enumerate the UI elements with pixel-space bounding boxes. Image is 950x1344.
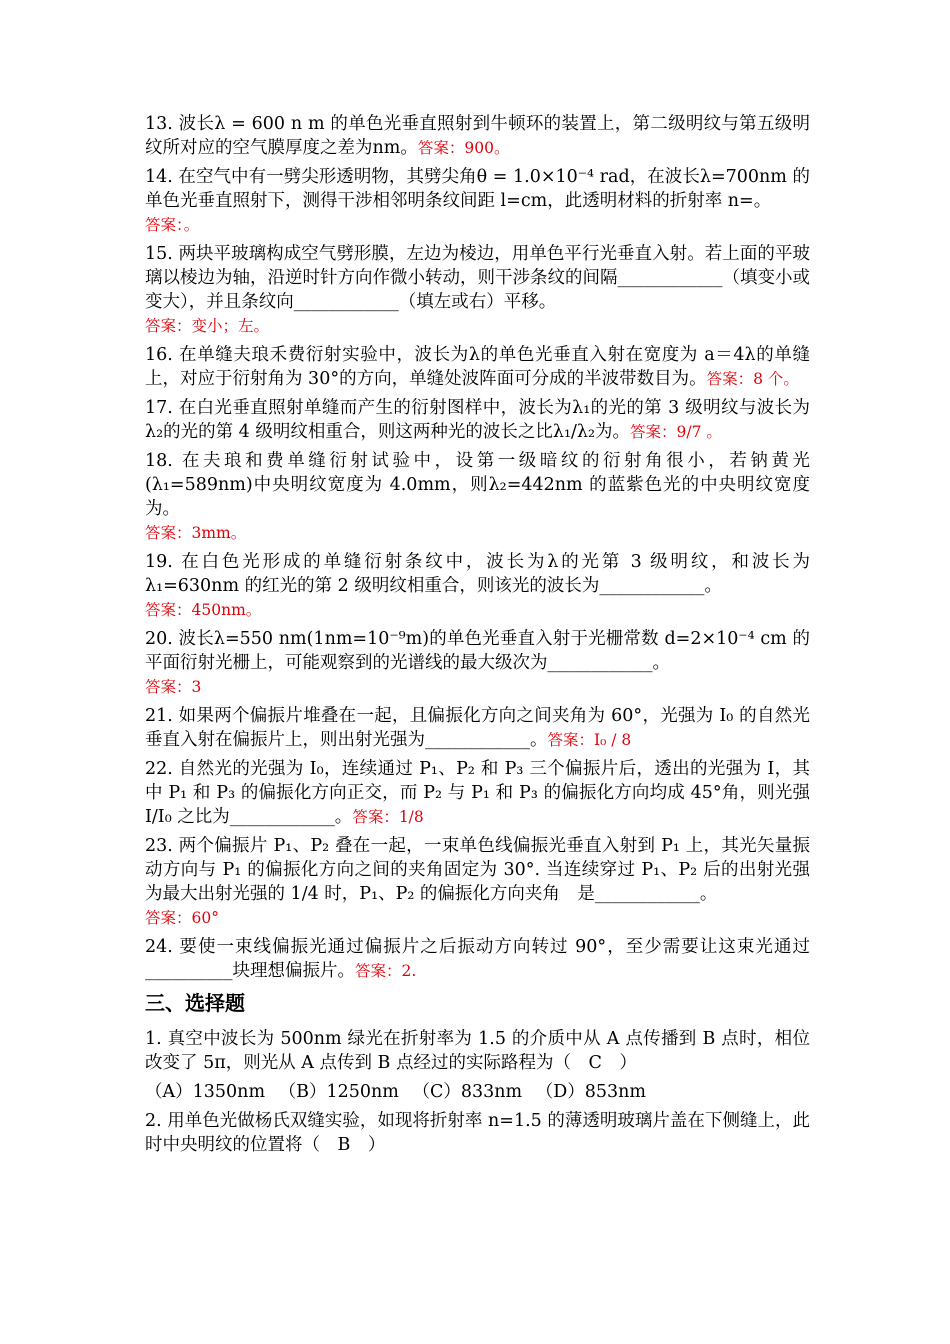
answer-14: 答案：。 <box>145 216 200 234</box>
section-title: 三、选择题 <box>145 991 245 1015</box>
option-b: （B）1250nm <box>278 1082 399 1102</box>
question-24: 24. 要使一束线偏振光通过偏振片之后振动方向转过 90°，至少需要让这束光通过__________块理想偏振片。答案：2. <box>145 937 810 981</box>
question-15: 15. 两块平玻璃构成空气劈形膜，左边为棱边，用单色平行光垂直入射。若上面的平玻璃以棱边为轴，沿逆时针方向作微小转动，则干涉条纹的间隔____________（填变小或变大），并且条纹向____________（填左或右）平移。 答案：变小；左。 <box>145 244 810 335</box>
answer-17: 答案：9/7 。 <box>629 423 722 441</box>
answer-19: 答案：450nm。 <box>145 601 262 619</box>
question-16: 16. 在单缝夫琅禾费衍射实验中，波长为λ的单色光垂直入射在宽度为 a＝4λ的单缝上，对应于衍射角为 30°的方向，单缝处波阵面可分成的半波带数目为。答案：8 个。 <box>145 345 810 389</box>
choice-question-1: 1. 真空中波长为 500nm 绿光在折射率为 1.5 的介质中从 A 点传播到 B 点时，相位改变了 5π，则光从 A 点传到 B 点经过的实际路程为（ C ） <box>145 1029 810 1073</box>
question-20: 20. 波长λ=550 nm(1nm=10⁻⁹m)的单色光垂直入射于光栅常数 d=2×10⁻⁴ cm 的平面衍射光栅上，可能观察到的光谱线的最大级次为____________。 答案：3 <box>145 629 810 696</box>
choice-options-1 <box>145 1080 810 1104</box>
option-d: （D）853nm <box>535 1082 647 1102</box>
question-22: 22. 自然光的光强为 I₀，连续通过 P₁、P₂ 和 P₃ 三个偏振片后，透出的光强为 I，其中 P₁ 和 P₃ 的偏振化方向正交，而 P₂ 与 P₁ 和 P₃ 的偏振化方向均成 45°角，则光强 I/I₀ 之比为____________。答案：1/8 <box>145 759 810 827</box>
question-17: 17. 在白光垂直照射单缝而产生的衍射图样中，波长为λ₁的光的第 3 级明纹与波长为λ₂的光的第 4 级明纹相重合，则这两种光的波长之比λ₁/λ₂为。答案：9/7 。 <box>145 398 810 442</box>
answer-24: 答案：2. <box>355 962 417 980</box>
answer-13: 答案：900。 <box>417 139 510 157</box>
question-14: 14. 在空气中有一劈尖形透明物，其劈尖角θ = 1.0×10⁻⁴ rad，在波长λ=700nm 的单色光垂直照射下，测得干涉相邻明条纹间距 l=cm，此透明材料的折射率 n=。 答案：。 <box>145 167 810 234</box>
option-c: （C）833nm <box>412 1082 523 1102</box>
document-page <box>145 112 810 1162</box>
question-13: 13. 波长λ = 600 n m 的单色光垂直照射到牛顿环的装置上，第二级明纹与第五级明纹所对应的空气膜厚度之差为nm。答案：900。 <box>145 114 810 158</box>
answer-18: 答案：3mm。 <box>145 524 247 542</box>
answer-22: 答案：1/8 <box>352 808 424 826</box>
answer-21: 答案：I₀ / 8 <box>547 731 632 749</box>
choice-question-2: 2. 用单色光做杨氏双缝实验，如现将折射率 n=1.5 的薄透明玻璃片盖在下侧缝上，此时中央明纹的位置将（ B ） <box>145 1111 810 1155</box>
answer-20: 答案：3 <box>145 678 202 696</box>
question-18: 18. 在夫琅和费单缝衍射试验中，设第一级暗纹的衍射角很小，若钠黄光(λ₁=589nm)中央明纹宽度为 4.0mm，则λ₂=442nm 的蓝紫色光的中央明纹宽度为。 答案：3mm。 <box>145 451 810 542</box>
question-19: 19. 在白色光形成的单缝衍射条纹中，波长为λ的光第 3 级明纹，和波长为λ₁=630nm 的红光的第 2 级明纹相重合，则该光的波长为____________。 答案：450nm。 <box>145 552 810 619</box>
answer-15: 答案：变小；左。 <box>145 317 270 335</box>
answer-23: 答案：60° <box>145 909 219 927</box>
question-23: 23. 两个偏振片 P₁、P₂ 叠在一起，一束单色线偏振光垂直入射到 P₁ 上，其光矢量振动方向与 P₁ 的偏振化方向之间的夹角固定为 30°. 当连续穿过 P₁、P₂ 后的出射光强为最大出射光强的 1/4 时，P₁、P₂ 的偏振化方向夹角 是____________。 答案：60° <box>145 836 810 927</box>
option-a: （A）1350nm <box>145 1082 266 1102</box>
answer-16: 答案：8 个。 <box>706 370 799 388</box>
question-21: 21. 如果两个偏振片堆叠在一起，且偏振化方向之间夹角为 60°，光强为 I₀ 的自然光垂直入射在偏振片上，则出射光强为____________。答案：I₀ / 8 <box>145 706 810 750</box>
